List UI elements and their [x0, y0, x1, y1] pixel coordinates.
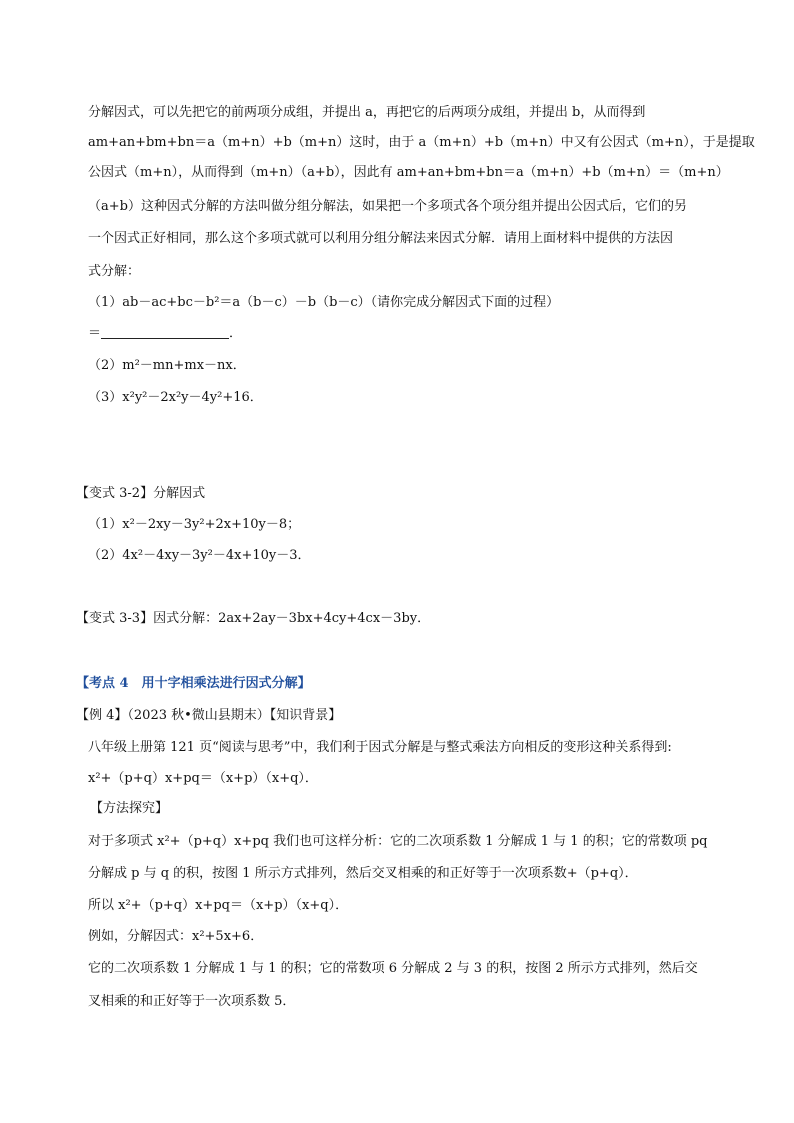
- section-heading: 【考点 4 用十字相乘法进行因式分解】: [76, 676, 311, 691]
- example-4-title: 【例 4】（2023 秋•微山县期末）【知识背景】: [76, 708, 342, 723]
- example-4-line-7: 它的二次项系数 1 分解成 1 与 1 的积；它的常数项 6 分解成 2 与 3 的积，按图 2 所示方式排列，然后交: [88, 961, 698, 976]
- example-4-line-5: 所以 x²+（p+q）x+pq＝（x+p）（x+q）．: [88, 898, 349, 913]
- passage-line-1: 分解因式，可以先把它的前两项分成组，并提出 a，再把它的后两项分成组，并提出 b，从而得到: [88, 105, 646, 120]
- question-1: （1）ab－ac+bc－b²＝a（b－c）－b（b－c）（请你完成分解因式下面的过程）: [88, 295, 560, 310]
- question-1-answer: [88, 324, 242, 344]
- question-2: （2）m²－mn+mx－nx．: [88, 358, 246, 373]
- period: ．: [229, 326, 243, 341]
- passage-line-2: am+an+bm+bn＝a（m+n）+b（m+n）这时，由于 a（m+n）+b（m+n）中又有公因式（m+n），于是提取: [88, 135, 755, 150]
- example-4-line-3: 对于多项式 x²+（p+q）x+pq 我们也可这样分析：它的二次项系数 1 分解成 1 与 1 的积；它的常数项 pq: [88, 834, 708, 849]
- equals-sign: ＝: [88, 326, 102, 341]
- variant-3-2-part-2: （2）4x²－4xy－3y²－4x+10y－3．: [88, 548, 311, 563]
- example-4-line-8: 叉相乘的和正好等于一次项系数 5．: [88, 994, 296, 1009]
- example-4-line-2: x²+（p+q）x+pq＝（x+p）（x+q）．: [88, 771, 318, 786]
- passage-line-3: 公因式（m+n），从而得到（m+n）（a+b），因此有 am+an+bm+bn＝a（m+n）+b（m+n）＝（m+n）: [88, 165, 729, 180]
- method-heading: 【方法探究】: [90, 801, 169, 816]
- example-4-line-1: 八年级上册第 121 页“阅读与思考”中，我们利于因式分解是与整式乘法方向相反的变形这种关系得到:: [88, 740, 672, 755]
- passage-line-6: 式分解：: [88, 264, 141, 279]
- passage-line-4: （a+b）这种因式分解的方法叫做分组分解法，如果把一个多项式各个项分组并提出公因式后，它们的另: [88, 199, 687, 214]
- passage-line-5: 一个因式正好相同，那么这个多项式就可以利用分组分解法来因式分解．请用上面材料中提供的方法因: [88, 231, 674, 246]
- answer-blank: [101, 324, 229, 339]
- example-4-line-6: 例如，分解因式：x²+5x+6．: [88, 929, 264, 944]
- variant-3-3-title: 【变式 3-3】因式分解：2ax+2ay－3bx+4cy+4cx－3by．: [76, 611, 431, 626]
- question-3: （3）x²y²－2x²y－4y²+16．: [88, 390, 263, 405]
- variant-3-2-part-1: （1）x²－2xy－3y²+2x+10y－8；: [88, 517, 301, 532]
- variant-3-2-title: 【变式 3-2】分解因式: [76, 486, 206, 501]
- example-4-line-4: 分解成 p 与 q 的积，按图 1 所示方式排列，然后交叉相乘的和正好等于一次项系数+（p+q）．: [88, 866, 638, 881]
